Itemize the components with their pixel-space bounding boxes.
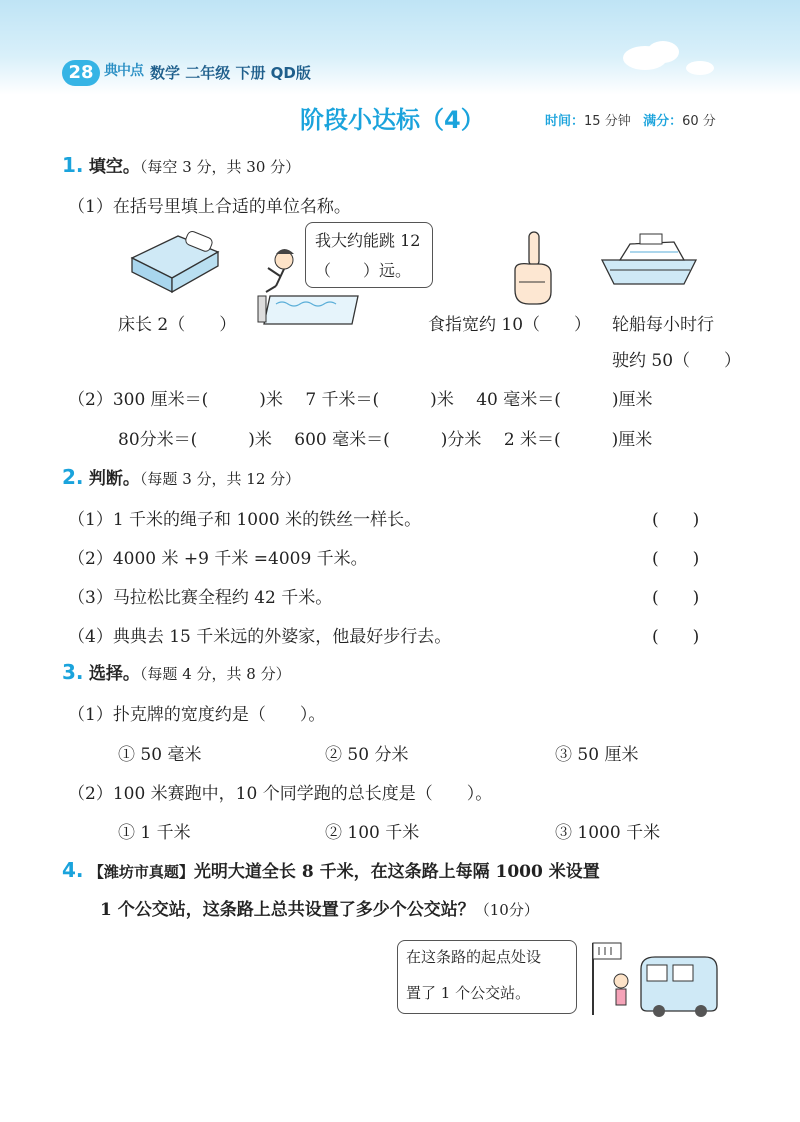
score-value: 60 分 <box>682 114 716 129</box>
q1-heading <box>62 152 300 177</box>
q1-part1: （1）在括号里填上合适的单位名称。 <box>68 197 351 217</box>
page-title: 阶段小达标（4） <box>300 106 485 134</box>
page-number: 28 <box>62 60 100 86</box>
q4-text-line1: 光明大道全长 8 千米，在这条路上每隔 1000 米设置 <box>193 862 600 882</box>
q3-sub2-option-a[interactable]: ① 1 千米 <box>118 823 191 843</box>
time-label: 时间： <box>545 114 585 129</box>
finger-caption: 食指宽约 10（ ） <box>428 315 592 335</box>
q4-line2 <box>100 895 539 920</box>
q2-title: 判断。 <box>88 469 140 489</box>
q3-heading <box>62 659 291 684</box>
q4-number: 4. <box>62 858 84 882</box>
cloud-icon <box>615 38 725 78</box>
q1-number: 1. <box>62 153 84 177</box>
q4-region-tag: 【潍坊市真题】 <box>88 863 194 881</box>
q1-title: 填空。 <box>88 157 140 177</box>
q3-sub2-option-c[interactable]: ③ 1000 千米 <box>555 823 661 843</box>
score-label: 满分： <box>643 114 683 129</box>
book-subtitle: 数学 二年级 下册 QD版 <box>150 64 311 82</box>
q4-bubble-line2: 置了 1 个公交站。 <box>406 984 531 1002</box>
ship-icon <box>600 230 700 290</box>
bed-caption: 床长 2（ ） <box>118 315 237 335</box>
q1-note: （每空 3 分，共 30 分） <box>139 158 301 176</box>
q2-answer-blank-3[interactable]: ( ) <box>652 588 700 608</box>
q1-bubble-line2: （ ）远。 <box>315 261 412 280</box>
q3-sub2: （2）100 米赛跑中，10 个同学跑的总长度是（ ）。 <box>68 784 493 804</box>
q2-answer-blank-4[interactable]: ( ) <box>652 627 700 647</box>
q2-answer-blank-2[interactable]: ( ) <box>652 549 700 569</box>
q3-sub1: （1）扑克牌的宽度约是（ ）。 <box>68 705 326 725</box>
logo: 典中点 <box>104 63 143 79</box>
q4-score: （10分） <box>474 901 539 919</box>
q2-item-3: （3）马拉松比赛全程约 42 千米。 <box>68 588 333 608</box>
q2-item-4: （4）典典去 15 千米远的外婆家，他最好步行去。 <box>68 627 452 647</box>
q4-line1 <box>62 857 600 882</box>
finger-icon <box>505 230 555 308</box>
q3-number: 3. <box>62 660 84 684</box>
ship-caption-line1: 轮船每小时行 <box>612 315 714 335</box>
q1-bubble-line1: 我大约能跳 12 <box>315 231 421 250</box>
q3-note: （每题 4 分，共 8 分） <box>139 665 291 683</box>
q1-part2-line2: 80分米＝( )米 600 毫米＝( )分米 2 米＝( )厘米 <box>118 430 653 450</box>
q2-heading <box>62 464 300 489</box>
q2-answer-blank-1[interactable]: ( ) <box>652 510 700 530</box>
q3-sub1-option-c[interactable]: ③ 50 厘米 <box>555 745 639 765</box>
q4-text-line2: 1 个公交站，这条路上总共设置了多少个公交站？ <box>100 900 475 920</box>
q2-item-1: （1）1 千米的绳子和 1000 米的铁丝一样长。 <box>68 510 422 530</box>
bus-stop-illustration <box>585 935 725 1020</box>
bed-icon <box>128 228 220 296</box>
q3-title: 选择。 <box>88 664 140 684</box>
q2-number: 2. <box>62 465 84 489</box>
q3-sub1-option-a[interactable]: ① 50 毫米 <box>118 745 202 765</box>
time-info <box>545 110 716 129</box>
q2-item-2: （2）4000 米 +9 千米 =4009 千米。 <box>68 549 368 569</box>
q4-bubble-line1: 在这条路的起点处设 <box>406 948 542 966</box>
ship-caption-line2: 驶约 50（ ） <box>612 351 742 371</box>
q3-sub1-option-b[interactable]: ② 50 分米 <box>325 745 409 765</box>
q2-note: （每题 3 分，共 12 分） <box>139 470 301 488</box>
time-value: 15 分钟 <box>584 114 631 129</box>
q3-sub2-option-b[interactable]: ② 100 千米 <box>325 823 420 843</box>
q1-part2-line1: （2）300 厘米＝( )米 7 千米＝( )米 40 毫米＝( )厘米 <box>68 390 653 410</box>
